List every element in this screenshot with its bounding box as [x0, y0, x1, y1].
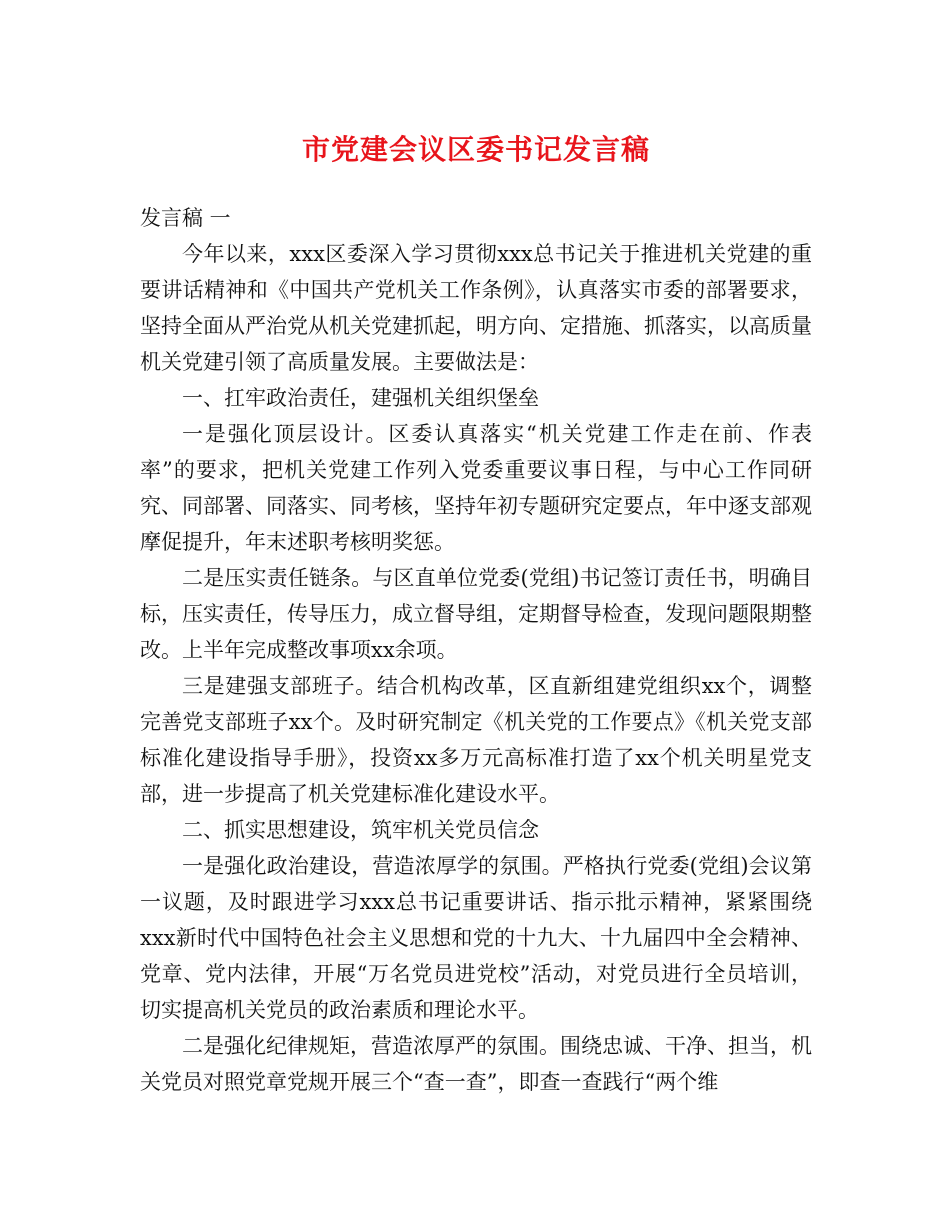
paragraph-1-1: 一是强化顶层设计。区委认真落实“机关党建工作走在前、作表率”的要求，把机关党建工作列入党委重要议事日程，与中心工作同研究、同部署、同落实、同考核，坚持年初专题研究定要点，年中逐支部观摩促提升，年末述职考核明奖惩。 — [140, 422, 812, 554]
section-label: 发言稿 一 — [140, 206, 231, 230]
document-title: 市党建会议区委书记发言稿 — [301, 133, 650, 166]
heading-section-2: 二、抓实思想建设，筑牢机关党员信念 — [182, 818, 539, 842]
paragraph-2-1: 一是强化政治建设，营造浓厚学的氛围。严格执行党委(党组)会议第一议题，及时跟进学习xxx总书记重要讲话、指示批示精神，紧紧围绕xxx新时代中国特色社会主义思想和党的十九大、十九届四中全会精神、党章、党内法律，开展“万名党员进党校”活动，对党员进行全员培训，切实提高机关党员的政治素质和理论水平。 — [140, 854, 812, 1022]
document-body — [140, 200, 812, 1100]
document-page — [140, 0, 812, 1100]
paragraph-intro: 今年以来，xxx区委深入学习贯彻xxx总书记关于推进机关党建的重要讲话精神和《中国共产党机关工作条例》，认真落实市委的部署要求，坚持全面从严治党从机关党建抓起，明方向、定措施、抓落实，以高质量机关党建引领了高质量发展。主要做法是： — [140, 242, 812, 374]
paragraph-1-2: 二是压实责任链条。与区直单位党委(党组)书记签订责任书，明确目标，压实责任，传导压力，成立督导组，定期督导检查，发现问题限期整改。上半年完成整改事项xx余项。 — [140, 566, 812, 662]
heading-section-1: 一、扛牢政治责任，建强机关组织堡垒 — [182, 386, 539, 410]
paragraph-1-3: 三是建强支部班子。结合机构改革，区直新组建党组织xx个，调整完善党支部班子xx个。及时研究制定《机关党的工作要点》《机关党支部标准化建设指导手册》，投资xx多万元高标准打造了xx个机关明星党支部，进一步提高了机关党建标准化建设水平。 — [140, 674, 812, 806]
paragraph-2-2: 二是强化纪律规矩，营造浓厚严的氛围。围绕忠诚、干净、担当，机关党员对照党章党规开展三个“查一查”，即查一查践行“两个维 — [140, 1034, 812, 1094]
